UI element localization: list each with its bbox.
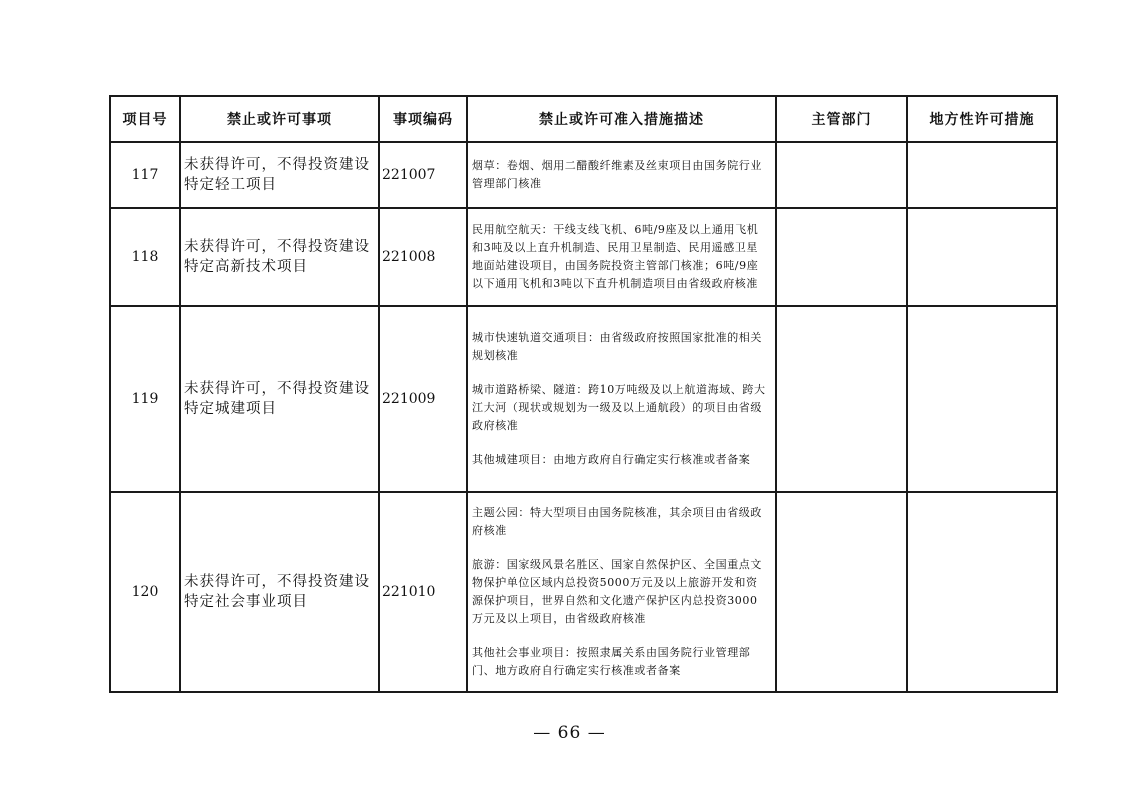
description-paragraph: 其他社会事业项目：按照隶属关系由国务院行业管理部门、地方政府自行确定实行核准或者备案 [472,646,751,677]
item-name [180,492,379,692]
item-name-line: 未获得许可，不得投资建设 [184,157,370,173]
item-name-line: 未获得许可，不得投资建设 [184,381,370,397]
page-number: — 66 — [533,723,606,743]
item-name-line: 特定社会事业项目 [184,594,308,610]
header-dept: 主管部门 [776,96,907,142]
item-name [180,306,379,492]
permit-table [109,95,1058,693]
item-number: 120 [110,492,180,692]
description-paragraph: 主题公园：特大型项目由国务院核准，其余项目由省级政府核准 [472,506,762,537]
item-number: 118 [110,208,180,306]
description-paragraph: 烟草：卷烟、烟用二醋酸纤维素及丝束项目由国务院行业管理部门核准 [472,159,762,190]
item-number: 117 [110,142,180,208]
dept-cell [776,208,907,306]
description-paragraph: 旅游：国家级风景名胜区、国家自然保护区、全国重点文物保护单位区域内总投资5000万元及以上旅游开发和资源保护项目，世界自然和文化遗产保护区内总投资3000万元及以上项目，由省级政府核准 [472,558,762,625]
item-name-line: 特定高新技术项目 [184,259,308,275]
item-name [180,208,379,306]
item-code: 221010 [379,492,467,692]
dept-cell [776,492,907,692]
header-local-measure: 地方性许可措施 [907,96,1057,142]
local-measure-cell [907,306,1057,492]
header-row [110,96,1057,142]
local-measure-cell [907,208,1057,306]
header-item-name: 禁止或许可事项 [180,96,379,142]
item-number: 119 [110,306,180,492]
dept-cell [776,142,907,208]
item-name-line: 未获得许可，不得投资建设 [184,239,370,255]
description-paragraph: 其他城建项目：由地方政府自行确定实行核准或者备案 [472,453,751,466]
item-code: 221007 [379,142,467,208]
table-row [110,306,1057,492]
header-item-code: 事项编码 [379,96,467,142]
table-row [110,492,1057,692]
item-name-line: 特定轻工项目 [184,177,277,193]
dept-cell [776,306,907,492]
description-paragraph: 民用航空航天：干线支线飞机、6吨/9座及以上通用飞机和3吨及以上直升机制造、民用卫星制造、民用遥感卫星地面站建设项目，由国务院投资主管部门核准；6吨/9座以下通用飞机和3吨以下直升机制造项目由省级政府核准 [472,223,759,290]
item-name [180,142,379,208]
local-measure-cell [907,142,1057,208]
table-row [110,142,1057,208]
measure-description [467,208,776,306]
measure-description [467,142,776,208]
description-paragraph: 城市快速轨道交通项目：由省级政府按照国家批准的相关规划核准 [472,331,762,362]
table-row [110,208,1057,306]
description-paragraph: 城市道路桥梁、隧道：跨10万吨级及以上航道海域、跨大江大河（现状或规划为一级及以上通航段）的项目由省级政府核准 [472,383,766,432]
measure-description [467,492,776,692]
item-code: 221009 [379,306,467,492]
header-item-no: 项目号 [110,96,180,142]
item-name-line: 未获得许可，不得投资建设 [184,574,370,590]
local-measure-cell [907,492,1057,692]
measure-description [467,306,776,492]
header-measure-desc: 禁止或许可准入措施描述 [467,96,776,142]
item-name-line: 特定城建项目 [184,401,277,417]
item-code: 221008 [379,208,467,306]
